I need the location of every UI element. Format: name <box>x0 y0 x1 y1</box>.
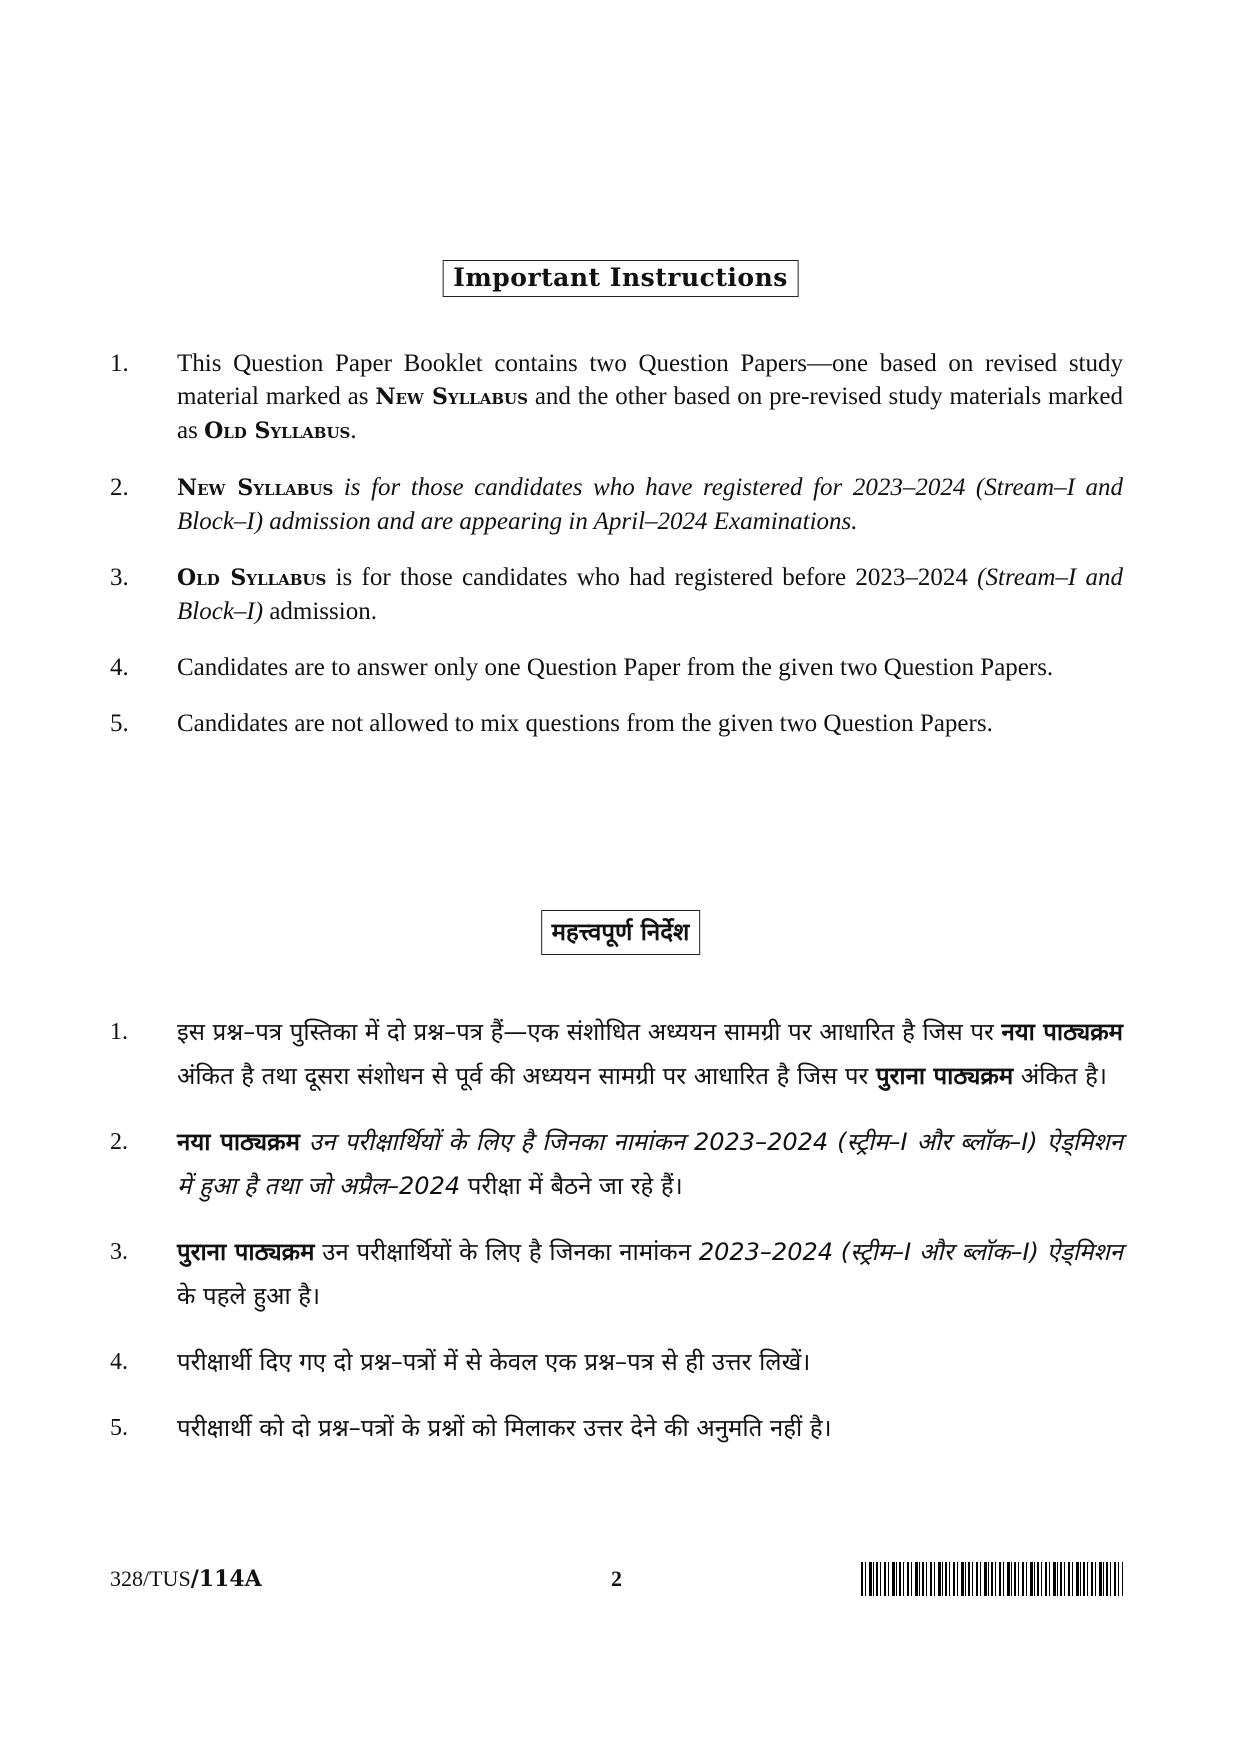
item-text <box>177 1230 1123 1318</box>
item-text <box>177 471 1123 538</box>
hindi-instructions-title: महत्त्वपूर्ण निर्देश <box>541 910 701 955</box>
instruction-item <box>110 707 1123 740</box>
text-run: इस प्रश्न–पत्र पुस्तिका में दो प्रश्न–पत्र हैं—एक संशोधित अध्ययन सामग्री पर आधारित है जिस पर <box>177 1018 1002 1046</box>
item-text <box>177 1010 1123 1098</box>
item-number: 1. <box>110 1019 128 1045</box>
paper-code-suffix: /114A <box>190 1566 262 1592</box>
text-run: अंकित है तथा दूसरा संशोधन से पूर्व की अध्ययन सामग्री पर आधारित है जिस पर <box>177 1062 876 1090</box>
text-run: is for those candidates who have registered for 2023–2024 (Stream–I and Block–I) admission and are appearing in April–2024 Examinations. <box>177 474 1123 535</box>
english-instructions-title: Important Instructions <box>442 260 799 297</box>
text-run: उन परीक्षार्थियों के लिए है जिनका नामांकन <box>314 1238 699 1266</box>
item-number: 5. <box>110 1415 128 1441</box>
emphasis-term: New Syllabus <box>375 384 528 410</box>
emphasis-term: नया पाठ्यक्रम <box>1001 1018 1123 1046</box>
emphasis-term: पुराना पाठ्यक्रम <box>177 1238 315 1266</box>
instruction-item <box>110 651 1123 684</box>
text-run: के पहले हुआ है। <box>177 1282 321 1310</box>
instruction-item <box>110 561 1123 628</box>
emphasis-term: Old Syllabus <box>204 418 351 444</box>
instruction-item <box>110 1230 1123 1318</box>
instruction-item <box>110 347 1123 448</box>
item-text <box>177 651 1123 684</box>
paper-code-prefix: 328/TUS <box>110 1566 191 1591</box>
item-text <box>177 347 1123 448</box>
text-run: and the other based on pre-revised study materials marked as <box>177 383 1124 444</box>
instruction-item <box>110 1340 1123 1384</box>
item-text <box>177 1406 1123 1450</box>
text-run: . <box>350 417 357 444</box>
instruction-item <box>110 471 1123 538</box>
text-run: (Stream–I and Block–I) <box>177 564 1123 625</box>
item-number: 4. <box>110 1349 128 1375</box>
item-text <box>177 561 1123 628</box>
item-number: 1. <box>110 350 129 377</box>
emphasis-term: New Syllabus <box>177 475 334 501</box>
text-run: Candidates are not allowed to mix questions from the given two Question Papers. <box>177 710 993 737</box>
instruction-item <box>110 1406 1123 1450</box>
text-run: परीक्षा में बैठने जा रहे हैं। <box>460 1172 683 1200</box>
item-number: 3. <box>110 1239 128 1265</box>
english-instructions-list <box>110 347 1123 763</box>
item-number: 2. <box>110 474 129 501</box>
hindi-instructions-list <box>110 1010 1123 1472</box>
barcode-icon <box>861 1562 1123 1596</box>
page-number: 2 <box>611 1566 622 1591</box>
paper-code <box>110 1566 262 1592</box>
text-run: परीक्षार्थी दिए गए दो प्रश्न–पत्रों में से केवल एक प्रश्न–पत्र से ही उत्तर लिखें। <box>177 1348 811 1376</box>
text-run: admission. <box>263 598 377 625</box>
text-run: अंकित है। <box>1013 1062 1107 1090</box>
item-number: 2. <box>110 1129 128 1155</box>
emphasis-term: Old Syllabus <box>177 565 327 591</box>
item-number: 5. <box>110 710 129 737</box>
item-text <box>177 1120 1123 1208</box>
text-run: is for those candidates who had registered before 2023–2024 <box>326 564 978 591</box>
page-footer <box>110 1560 1123 1600</box>
text-run: 2023–2024 (स्ट्रीम–I और ब्लॉक–I) ऐड्मिशन <box>698 1238 1123 1266</box>
item-text <box>177 1340 1123 1384</box>
instruction-item <box>110 1010 1123 1098</box>
text-run: परीक्षार्थी को दो प्रश्न–पत्रों के प्रश्नों को मिलाकर उत्तर देने की अनुमति नहीं है। <box>177 1414 832 1442</box>
item-number: 4. <box>110 654 129 681</box>
item-text <box>177 707 1123 740</box>
instruction-item <box>110 1120 1123 1208</box>
emphasis-term: पुराना पाठ्यक्रम <box>875 1062 1014 1090</box>
text-run: उन परीक्षार्थियों के लिए है जिनका नामांकन 2023–2024 (स्ट्रीम–I और ब्लॉक–I) ऐड्मिशन में हुआ है तथा जो अप्रैल–2024 <box>177 1128 1123 1200</box>
text-run: This Question Paper Booklet contains two Question Papers—one based on revised study material marked as <box>177 350 1123 410</box>
emphasis-term: नया पाठ्यक्रम <box>177 1128 300 1156</box>
text-run: Candidates are to answer only one Question Paper from the given two Question Papers. <box>177 654 1054 681</box>
item-number: 3. <box>110 564 129 591</box>
